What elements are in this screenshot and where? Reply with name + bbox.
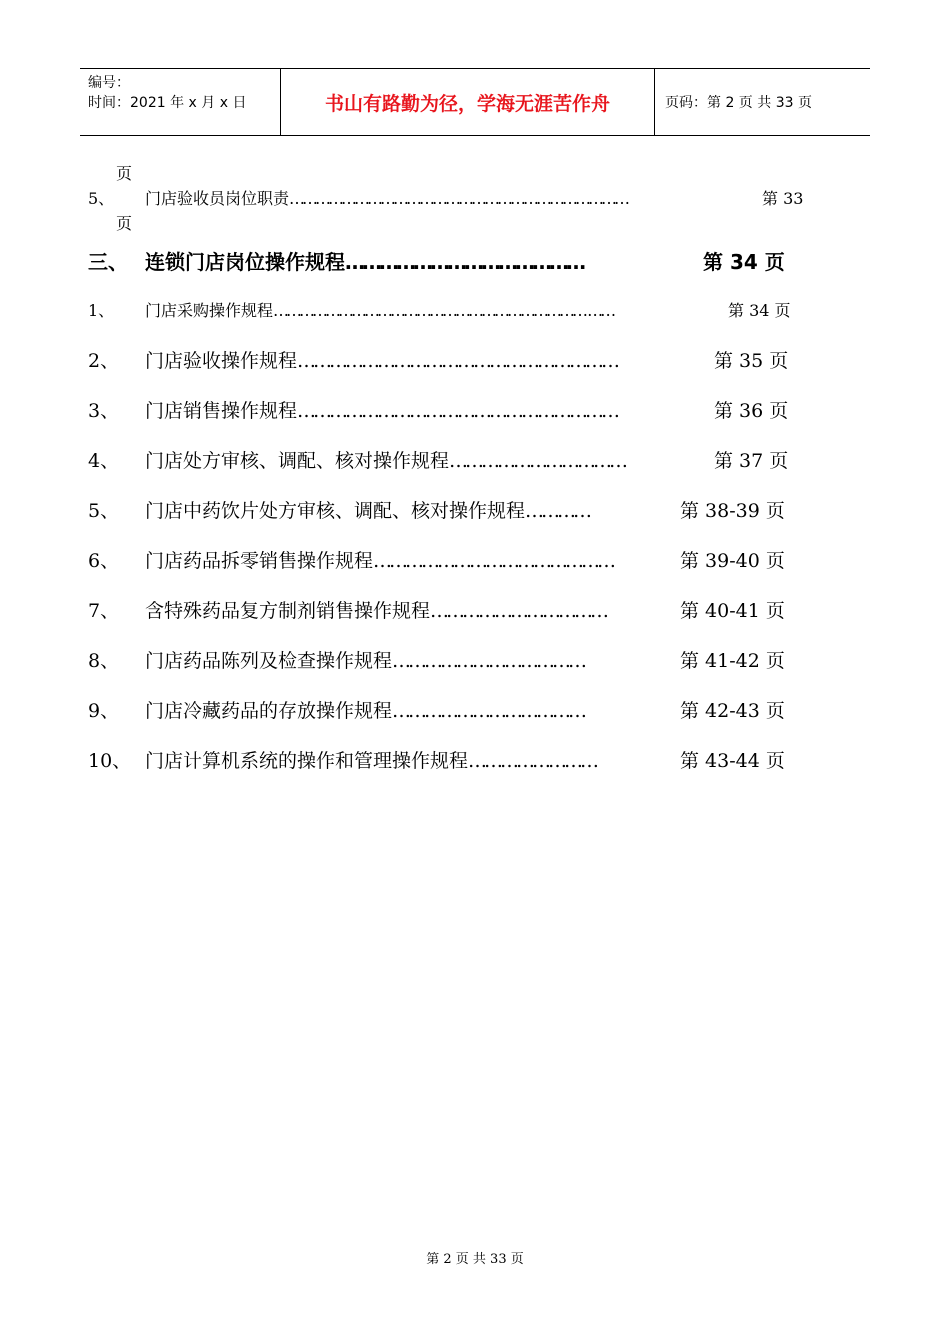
toc-item-title-text: 门店药品陈列及检查操作规程 <box>145 650 393 672</box>
toc-item-number: 4、 <box>88 450 120 472</box>
toc-item-page: 第 41-42 页 <box>680 650 785 672</box>
toc-item-page: 第 42-43 页 <box>680 700 785 722</box>
toc-item-title <box>145 696 584 723</box>
toc-item-page: 第 39-40 页 <box>680 550 785 572</box>
toc-item-page: 第 37 页 <box>714 450 789 472</box>
toc-section-title-text: 连锁门店岗位操作规程 <box>145 250 345 274</box>
toc-item-number: 6、 <box>88 550 120 572</box>
toc-item-title <box>145 596 606 623</box>
toc-item-title-text: 门店计算机系统的操作和管理操作规程 <box>145 750 469 772</box>
toc-item-number: 7、 <box>88 600 120 622</box>
header-page-info: 页码：第 2 页 共 33 页 <box>665 95 812 111</box>
toc-item-number: 2、 <box>88 350 120 372</box>
toc-leader-dots: ………… <box>525 500 590 522</box>
toc-leader-dots: …………………………… <box>430 600 607 622</box>
page-header <box>80 68 870 136</box>
toc-item-title <box>145 746 596 773</box>
toc-item-title-text: 含特殊药品复方制剂销售操作规程 <box>145 600 431 622</box>
toc-item-title-text: 门店验收员岗位职责 <box>145 189 290 208</box>
toc-item-number: 3、 <box>88 400 120 422</box>
document-time: 时间：2021 年 x 月 x 日 <box>88 95 247 111</box>
toc-section-page: 第 34 页 <box>703 250 785 274</box>
toc-item-number: 9、 <box>88 700 120 722</box>
toc-section-number: 三、 <box>88 250 128 274</box>
toc-item-title <box>145 646 584 673</box>
toc-item-title <box>145 496 589 523</box>
toc-leader-dots: ……………………………… <box>392 700 585 722</box>
toc-item-page: 第 40-41 页 <box>680 600 785 622</box>
toc-item-title <box>145 546 613 573</box>
toc-item-number: 10、 <box>88 750 132 772</box>
toc-leader-dots: …………………………………………………… <box>297 350 618 372</box>
toc-item-number: 5、 <box>88 189 115 208</box>
toc-item-title <box>145 396 617 423</box>
toc-item-title <box>145 186 627 209</box>
header-motto: 书山有路勤为径，学海无涯苦作舟 <box>281 69 655 135</box>
toc-leader-dots: ……………………………………………………………… …… <box>273 301 614 320</box>
toc-item-number: 5、 <box>88 500 120 522</box>
toc-item-title-text: 门店药品拆零销售操作规程 <box>145 550 374 572</box>
toc-carry-over: 页 <box>116 164 133 183</box>
header-meta <box>80 69 281 135</box>
toc-item-page: 第 36 页 <box>714 400 789 422</box>
toc-item-title <box>145 346 617 373</box>
toc-leader-dots: ……………………………… <box>392 650 585 672</box>
toc-leader-dots: …………………………… <box>449 450 626 472</box>
toc-leader-dots: …………………… <box>468 750 597 772</box>
toc-leader-dots: …………………………………………………… <box>297 400 618 422</box>
toc-item-prev-wrap: 页 <box>116 214 133 233</box>
toc-item-number: 1、 <box>88 301 115 320</box>
toc-item-title-text: 门店冷藏药品的存放操作规程 <box>145 700 393 722</box>
toc-item-number: 8、 <box>88 650 120 672</box>
page-footer: 第 2 页 共 33 页 <box>426 1252 524 1267</box>
toc-item-title-text: 门店中药饮片处方审核、调配、核对操作规程 <box>145 500 526 522</box>
toc-item-title-text: 门店验收操作规程 <box>145 350 298 372</box>
toc-item-title <box>145 446 625 473</box>
toc-item-page: 第 43-44 页 <box>680 750 785 772</box>
toc-item-page: 第 33 <box>762 189 804 208</box>
toc-item-title-text: 门店处方审核、调配、核对操作规程 <box>145 450 450 472</box>
toc-item-page: 第 34 页 <box>728 301 791 320</box>
toc-item-title-text: 门店采购操作规程 <box>145 301 274 320</box>
document-number-label: 编号： <box>88 75 130 91</box>
toc-item-page: 第 35 页 <box>714 350 789 372</box>
toc-item-title-text: 门店销售操作规程 <box>145 400 298 422</box>
toc-item-page: 第 38-39 页 <box>680 500 785 522</box>
toc-leader-dots: …………………………………… <box>345 250 583 274</box>
toc-leader-dots: ……………………………………… <box>373 550 614 572</box>
toc-item-title <box>145 298 613 321</box>
toc-leader-dots: …………………………………………………………………… <box>289 189 628 208</box>
toc-section-title <box>145 246 583 275</box>
